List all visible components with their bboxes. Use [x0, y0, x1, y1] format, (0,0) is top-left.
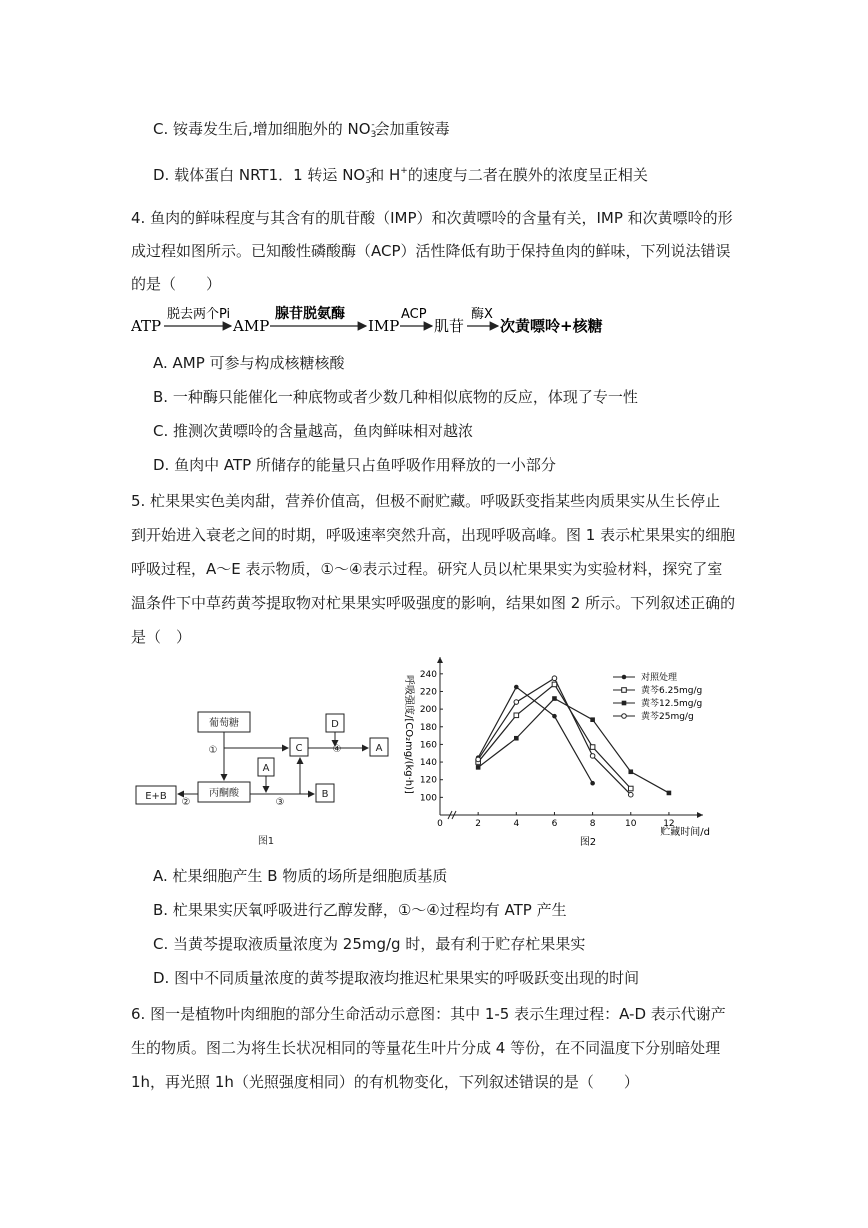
q4-stem-line-3: 的是（ ）	[131, 275, 222, 293]
x-tick-label: 4	[513, 819, 520, 829]
q4-stem-line-1: 4. 鱼肉的鲜味程度与其含有的肌苷酸（IMP）和次黄嘌呤的含量有关，IMP 和次黄嘌呤的形	[131, 209, 733, 227]
data-point	[667, 791, 672, 796]
pathway-label-1: 脱去两个Pi	[167, 307, 231, 322]
q5-stem-line-2: 到开始进入衰老之间的时期，呼吸速率突然升高，出现呼吸高峰。图 1 表示杧果果实的细胞	[131, 526, 736, 544]
label-process-2: ②	[181, 797, 191, 808]
label-pyruvate: 丙酮酸	[209, 788, 239, 799]
label-process-1: ①	[208, 745, 218, 756]
q6-stem-line-2: 生的物质。图二为将生长状况相同的等量花生叶片分成 4 等份，在不同温度下分别暗处理	[131, 1039, 721, 1057]
label-d: D	[331, 719, 339, 730]
data-point	[476, 765, 481, 770]
data-point	[476, 757, 481, 762]
q5-stem-line-5: 是（ ）	[131, 628, 192, 646]
data-point	[552, 714, 557, 719]
x-axis-arrow	[697, 812, 703, 818]
legend-marker-2	[622, 701, 627, 706]
data-point	[590, 745, 595, 750]
q5-stem-line-4: 温条件下中草药黄芩提取物对杧果果实呼吸强度的影响，结果如图 2 所示。下列叙述正确的	[131, 594, 736, 612]
pathway-node-imp: IMP	[368, 317, 400, 335]
label-glucose: 葡萄糖	[209, 718, 239, 729]
figure-2-respiration-chart	[398, 655, 748, 850]
q4-option-d: D. 鱼肉中 ATP 所储存的能量只占鱼呼吸作用释放的一小部分	[153, 456, 556, 474]
x-tick-label: 12	[663, 819, 675, 829]
y-axis-label: 呼吸强度/[CO₂mg/(kg·h)]	[403, 675, 414, 794]
data-point	[628, 769, 633, 774]
q5-stem-line-1: 5. 杧果果实色美肉甜，营养价值高，但极不耐贮藏。呼吸跃变指某些肉质果实从生长停止	[131, 492, 721, 510]
q3-option-c: C. 铵毒发生后,增加细胞外的 $NO_3^-$会加重铵毒	[153, 120, 450, 140]
pathway-label-4: 酶X	[471, 307, 493, 322]
pathway-node-inosine: 肌苷	[434, 317, 465, 335]
y-axis-arrow	[437, 657, 443, 663]
pathway-node-hypoxanthine: 次黄嘌呤+核糖	[500, 317, 603, 335]
y-tick-label: 160	[419, 740, 437, 751]
y-tick-label: 240	[419, 669, 437, 680]
pathway-diagram	[131, 302, 731, 342]
pathway-node-atp: ATP	[131, 317, 162, 335]
pathway-label-3: ACP	[401, 307, 427, 322]
label-b: B	[321, 789, 329, 800]
q6-stem-line-1: 6. 图一是植物叶肉细胞的部分生命活动示意图：其中 1-5 表示生理过程：A-D 表示代谢产	[131, 1005, 726, 1023]
q6-stem-line-3: 1h，再光照 1h（光照强度相同）的有机物变化，下列叙述错误的是（ ）	[131, 1073, 639, 1091]
legend-label-2: 黄芩12.5mg/g	[641, 699, 703, 709]
x-tick-label: 0	[437, 819, 443, 829]
label-process-3: ③	[275, 797, 285, 808]
legend-label-1: 黄芩6.25mg/g	[641, 686, 703, 696]
series-line-0	[478, 687, 592, 783]
legend-marker-0	[622, 675, 627, 680]
y-tick-label: 140	[419, 758, 437, 769]
data-point	[628, 786, 633, 791]
x-tick-label: 8	[589, 819, 596, 829]
q5-option-b: B. 杧果果实厌氧呼吸进行乙醇发酵，①～④过程均有 ATP 产生	[153, 901, 567, 919]
legend-marker-3	[622, 714, 627, 719]
legend-label-3: 黄芩25mg/g	[641, 712, 694, 722]
pathway-node-amp: AMP	[233, 317, 270, 335]
data-point	[514, 685, 519, 690]
q4-stem-line-2: 成过程如图所示。已知酸性磷酸酶（ACP）活性降低有助于保持鱼肉的鲜味，下列说法错误	[131, 242, 731, 260]
label-process-4: ④	[332, 744, 342, 755]
data-point	[552, 696, 557, 701]
y-tick-label: 220	[419, 687, 437, 698]
label-c: C	[295, 743, 303, 754]
y-tick-label: 200	[419, 705, 437, 716]
x-tick-label: 6	[551, 819, 558, 829]
y-tick-label: 120	[419, 775, 437, 786]
data-point	[552, 676, 557, 681]
x-tick-label: 2	[475, 819, 482, 829]
q4-option-a: A. AMP 可参与构成核糖核酸	[153, 354, 345, 372]
y-tick-label: 180	[419, 722, 437, 733]
legend-label-0: 对照处理	[641, 673, 678, 683]
series-line-3	[478, 678, 631, 794]
data-point	[628, 792, 633, 797]
x-tick-label: 10	[625, 819, 637, 829]
data-point	[514, 700, 519, 705]
data-point	[514, 713, 519, 718]
data-point	[514, 736, 519, 741]
q3-option-d: D. 载体蛋白 NRT1．1 转运 $NO_3^-$和 H+的速度与二者在膜外的浓度呈正相关	[153, 166, 648, 186]
label-a-output: A	[375, 743, 383, 754]
pathway-label-2: 腺苷脱氨酶	[275, 306, 345, 322]
q5-stem-line-3: 呼吸过程，A～E 表示物质，①～④表示过程。研究人员以杧果果实为实验材料，探究了室	[131, 560, 723, 578]
data-point	[590, 717, 595, 722]
data-point	[590, 754, 595, 759]
figure-1-respiration-diagram	[130, 690, 420, 850]
q4-option-c: C. 推测次黄嘌呤的含量越高，鱼肉鲜味相对越浓	[153, 422, 474, 440]
q5-option-a: A. 杧果细胞产生 B 物质的场所是细胞质基质	[153, 867, 448, 885]
q5-option-d: D. 图中不同质量浓度的黄芩提取液均推迟杧果果实的呼吸跃变出现的时间	[153, 969, 640, 987]
q5-option-c: C. 当黄芩提取液质量浓度为 25mg/g 时，最有利于贮存杧果果实	[153, 935, 586, 953]
label-a-input: A	[262, 763, 270, 774]
figure-2-caption: 图2	[579, 837, 597, 848]
x-axis-label: 贮藏时间/d	[660, 827, 710, 838]
legend-marker-1	[622, 688, 627, 693]
figure-1-caption: 图1	[257, 836, 275, 847]
q4-option-b: B. 一种酶只能催化一种底物或者少数几种相似底物的反应，体现了专一性	[153, 388, 638, 406]
label-e-b: E+B	[145, 791, 167, 802]
data-point	[590, 781, 595, 786]
y-tick-label: 100	[419, 793, 437, 804]
